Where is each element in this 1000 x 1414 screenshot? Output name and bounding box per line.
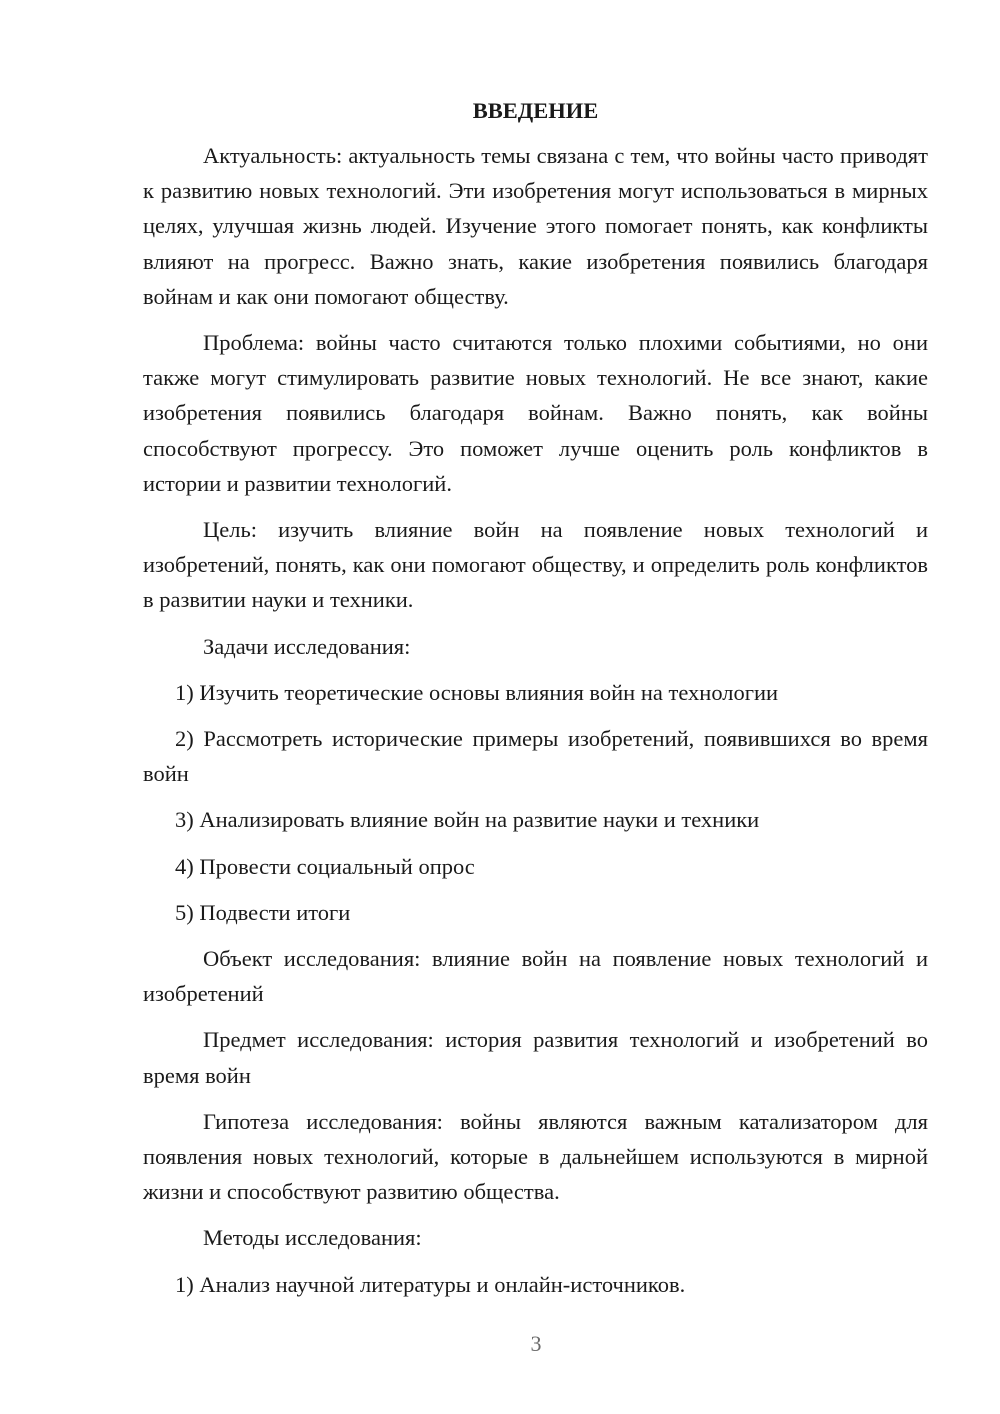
object-paragraph: Объект исследования: влияние войн на появление новых технологий и изобретений: [143, 946, 928, 1007]
relevance-paragraph: Актуальность: актуальность темы связана с тем, что войны часто приводят к развитию новых технологий. Эти изобретения могут использоваться в мирных целях, улучшая жизнь людей. Изучение этого помогает понять, как конфликты влияют на прогресс. Важно знать, какие изобретения появились благодаря войнам и как они помогают обществу.: [143, 143, 928, 309]
problem-paragraph: Проблема: войны часто считаются только плохими событиями, но они также могут стимулировать развитие новых технологий. Не все знают, какие изобретения появились благодаря войнам. Важно понять, как войны способствуют прогрессу. Это поможет лучше оценить роль конфликтов в истории и развитии технологий.: [143, 330, 928, 496]
hypothesis-paragraph: Гипотеза исследования: войны являются важным катализатором для появления новых технологий, которые в дальнейшем используются в мирной жизни и способствуют развитию общества.: [143, 1108, 928, 1205]
task-item-3: 3) Анализировать влияние войн на развитие науки и техники: [175, 807, 760, 833]
subject-paragraph: Предмет исследования: история развития технологий и изобретений во время войн: [143, 1027, 928, 1088]
task-item-5: 5) Подвести итоги: [175, 899, 351, 925]
task-item-1: 1) Изучить теоретические основы влияния войн на технологии: [175, 679, 779, 705]
page-body: [143, 94, 928, 1313]
page-number: 3: [530, 1331, 542, 1356]
method-item-1: 1) Анализ научной литературы и онлайн-источников.: [175, 1271, 686, 1297]
tasks-heading: Задачи исследования:: [203, 633, 411, 659]
task-item-2: 2) Рассмотреть исторические примеры изобретений, появившихся во время войн: [143, 726, 928, 787]
task-item-4: 4) Провести социальный опрос: [175, 853, 475, 879]
section-title: ВВЕДЕНИЕ: [472, 98, 599, 123]
methods-heading: Методы исследования:: [203, 1225, 422, 1251]
goal-paragraph: Цель: изучить влияние войн на появление новых технологий и изобретений, понять, как они помогают обществу, и определить роль конфликтов в развитии науки и техники.: [143, 517, 928, 613]
